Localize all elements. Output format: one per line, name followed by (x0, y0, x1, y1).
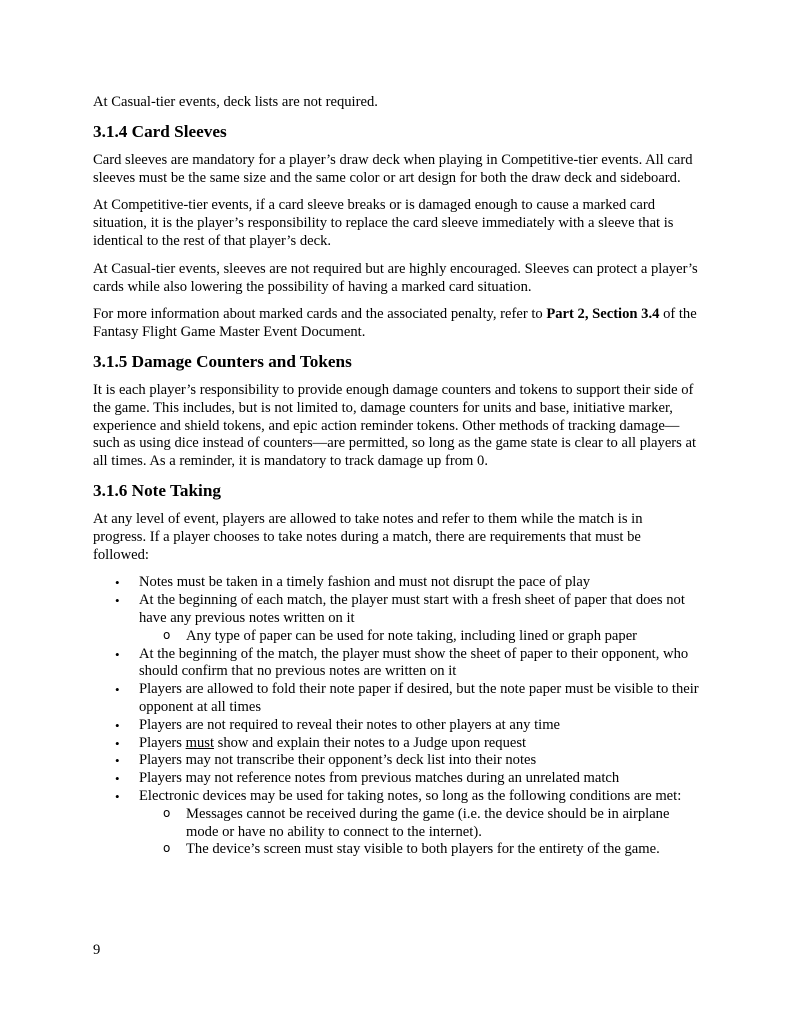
bullet-icon: • (115, 717, 120, 733)
sleeves-paragraph-4 (93, 306, 699, 342)
bullet-icon: • (115, 682, 120, 698)
sub-list-item (139, 628, 699, 646)
intro-paragraph: At Casual-tier events, deck lists are not required. (93, 94, 378, 110)
list-item-text: Players are allowed to fold their note paper if desired, but the note paper must be visible to their opponent at all times (139, 681, 699, 715)
sleeves-p4-text: For more information about marked cards and the associated penalty, refer to (93, 306, 547, 323)
sleeves-paragraph-3: At Casual-tier events, sleeves are not required but are highly encouraged. Sleeves can protect a player’s cards while also lowering the possibility of having a marked card situation. (93, 260, 698, 295)
bullet-icon: • (115, 575, 120, 591)
list-item-text: Players may not transcribe their opponent’s deck list into their notes (139, 752, 537, 769)
list-item (93, 770, 699, 788)
sub-list (139, 628, 699, 646)
bullet-icon: • (115, 735, 120, 751)
list-item-text: Electronic devices may be used for taking notes, so long as the following conditions are met: (139, 787, 682, 804)
bullet-icon: • (115, 593, 120, 609)
page-content (93, 94, 699, 859)
list-item (93, 717, 699, 735)
sub-list-item (139, 806, 699, 842)
list-item (93, 788, 699, 859)
list-item (93, 752, 699, 770)
bullet-icon: • (115, 753, 120, 769)
list-item (93, 735, 699, 753)
heading-note-taking: 3.1.6 Note Taking (93, 480, 221, 500)
circle-bullet-icon: o (163, 805, 171, 820)
sleeves-paragraph-1: Card sleeves are mandatory for a player’s draw deck when playing in Competitive-tier events. All card sleeves must be the same size and the same color or art design for both the draw deck and sideboard. (93, 151, 693, 186)
list-item-text: At the beginning of each match, the player must start with a fresh sheet of paper that does not have any previous notes written on it (139, 592, 685, 626)
section-reference: Part 2, Section 3.4 (546, 306, 660, 323)
list-item-text: Players may not reference notes from previous matches during an unrelated match (139, 770, 620, 787)
sub-list-item-text: Messages cannot be received during the game (i.e. the device should be in airplane mode or have no ability to connect to the internet). (186, 805, 670, 840)
list-item-text: Notes must be taken in a timely fashion and must not disrupt the pace of play (139, 574, 591, 591)
note-taking-rules-list (93, 574, 699, 859)
page-number: 9 (93, 942, 101, 958)
heading-card-sleeves: 3.1.4 Card Sleeves (93, 121, 227, 141)
list-item (93, 592, 699, 645)
circle-bullet-icon: o (163, 627, 171, 642)
sleeves-p4-text-end: of the Fantasy Flight Game Master Event Document. (93, 306, 697, 341)
underlined-must: must (185, 734, 215, 751)
list-item (93, 646, 699, 682)
list-item-text: At the beginning of the match, the player must show the sheet of paper to their opponent, who should confirm that no previous notes are written on it (139, 645, 689, 680)
sleeves-paragraph-2: At Competitive-tier events, if a card sleeve breaks or is damaged enough to cause a marked card situation, it is the player’s responsibility to replace the card sleeve immediately with a sleeve that is identical to the rest of that player’s deck. (93, 197, 674, 249)
sub-list-item-text: Any type of paper can be used for note taking, including lined or graph paper (186, 627, 638, 644)
bullet-icon: • (115, 788, 120, 804)
bullet-icon: • (115, 771, 120, 787)
list-item-text-post: show and explain their notes to a Judge upon request (214, 734, 527, 751)
heading-damage-counters: 3.1.5 Damage Counters and Tokens (93, 351, 352, 371)
list-item-text: Players are not required to reveal their notes to other players at any time (139, 716, 561, 733)
sub-list-item-text: The device’s screen must stay visible to both players for the entirety of the game. (186, 841, 660, 858)
circle-bullet-icon: o (163, 841, 171, 856)
list-item (93, 574, 699, 592)
bullet-icon: • (115, 646, 120, 662)
list-item (93, 681, 699, 717)
list-item-text-pre: Players (139, 734, 186, 751)
sub-list-item (139, 841, 699, 859)
damage-paragraph: It is each player’s responsibility to provide enough damage counters and tokens to support their side of the game. This includes, but is not limited to, damage counters for units and base, initiative marker, experience and shield tokens, and epic action reminder tokens. Other methods of tracking damage—such as using dice instead of counters—are permitted, so long as the game state is clear to all players at all times. As a reminder, it is mandatory to track damage up from 0. (93, 381, 697, 470)
note-taking-paragraph: At any level of event, players are allowed to take notes and refer to them while the match is in progress. If a player chooses to take notes during a match, there are requirements that must be followed: (93, 510, 643, 563)
sub-list (139, 806, 699, 859)
